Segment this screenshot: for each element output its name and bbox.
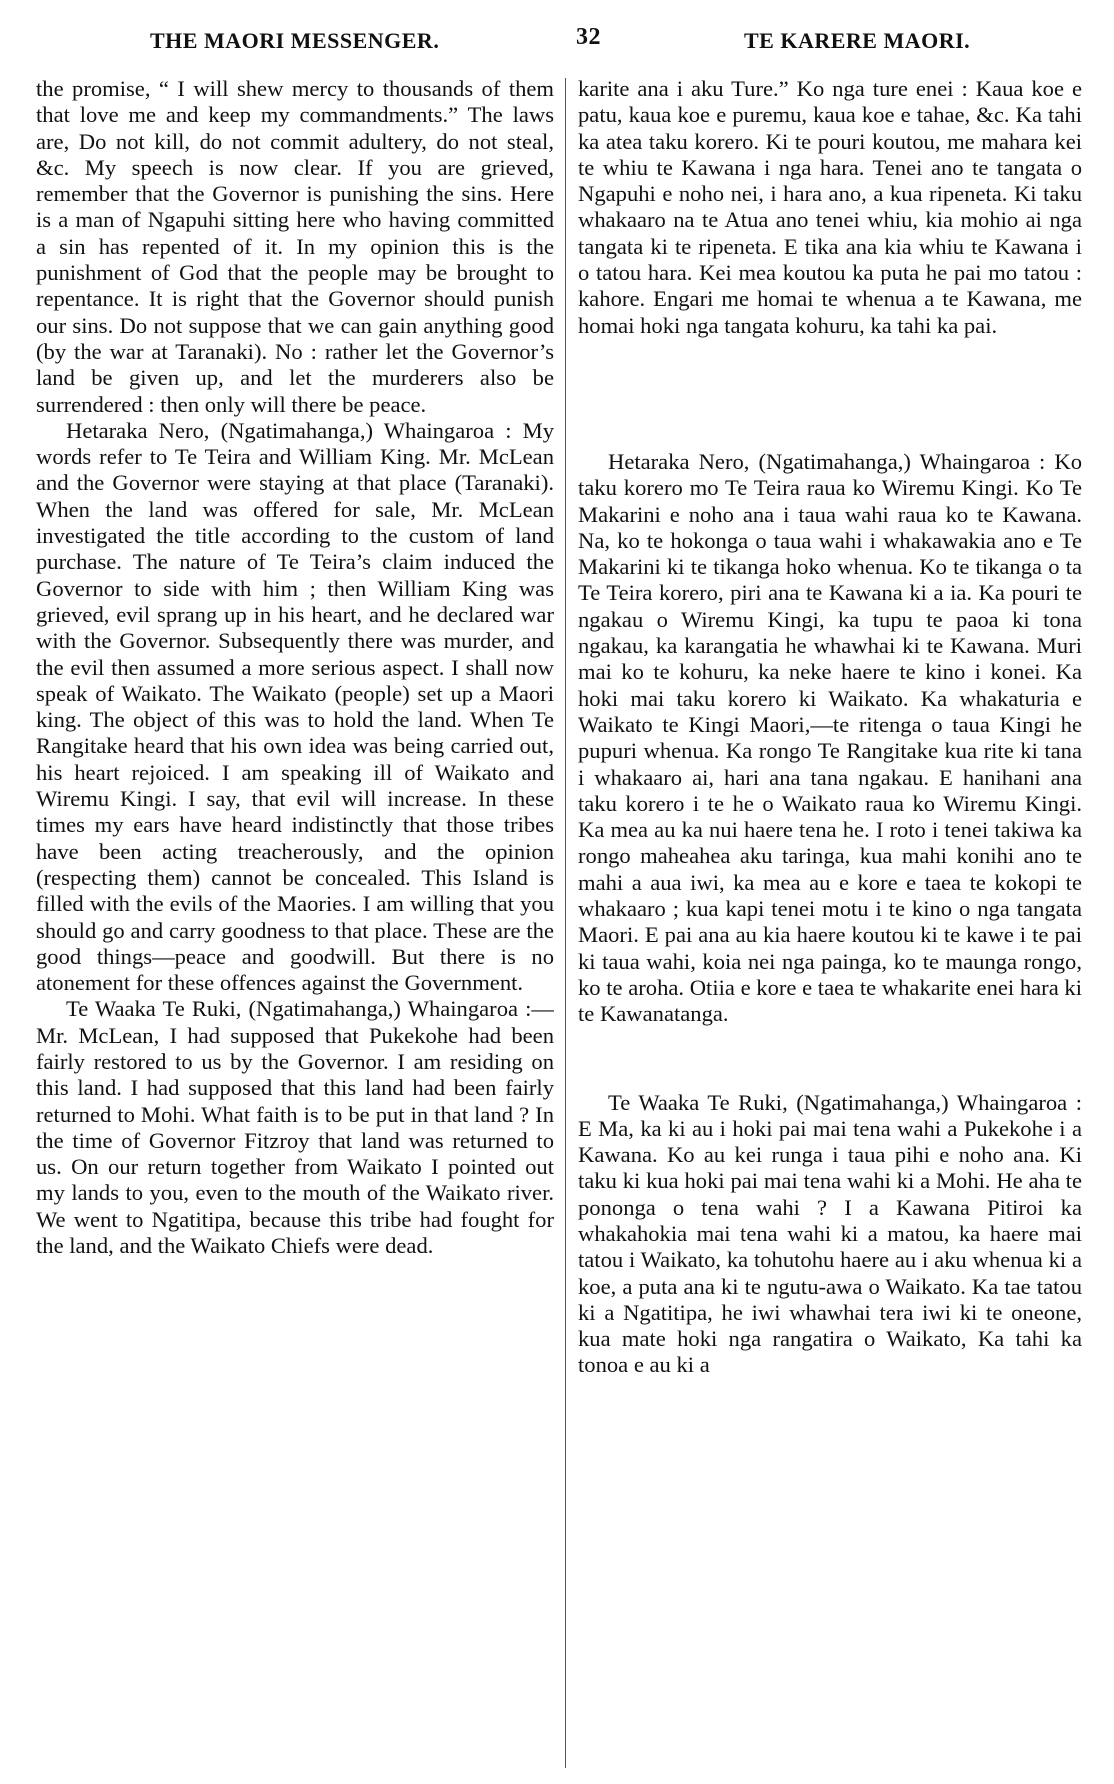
page-header <box>0 22 1114 62</box>
english-paragraph-te-waaka: Te Waaka Te Ruki, (Ngatimahanga,) Whaingaroa :—Mr. McLean, I had supposed that Pukekohe had been fairly restored to us by the Governor. I am residing on this land. I had supposed that this land had been fairly returned to Mohi. What faith is to be put in that land ? In the time of Governor Fitzroy that land was returned to us. On our return together from Waikato I pointed out my lands to you, even to the mouth of the Waikato river. We went to Ngatitipa, because this tribe had fought for the land, and the Waikato Chiefs were dead. <box>36 996 554 1259</box>
column-divider <box>565 78 566 1768</box>
english-column <box>36 76 554 1776</box>
page-number: 32 <box>576 24 601 50</box>
english-paragraph-promise: the promise, “ I will shew mercy to thousands of them that love me and keep my commandments.” The laws are, Do not kill, do not commit adultery, do not steal, &c. My speech is now clear. If you are grieved, remember that the Governor is punishing the sins. Here is a man of Ngapuhi sitting here who having committed a sin has repented of it. In my opinion this is the punishment of God that the people may be brought to repentance. It is right that the Governor should punish our sins. Do not suppose that we can gain anything good (by the war at Taranaki). No : rather let the Governor’s land be given up, and let the murderers also be surrendered : then only will there be peace. <box>36 76 554 417</box>
maori-spacer <box>578 339 1082 449</box>
english-paragraph-hetaraka-nero: Hetaraka Nero, (Ngatimahanga,) Whaingaroa : My words refer to Te Teira and William King. Mr. McLean and the Governor were staying at that place (Taranaki). When the land was offered for sale, Mr. McLean investigated the title according to the custom of land purchase. The nature of Te Teira’s claim induced the Governor to side with him ; then William King was grieved, evil sprang up in his heart, and he declared war with the Governor. Subsequently there was murder, and the evil then assumed a more serious aspect. I shall now speak of Waikato. The Waikato (people) set up a Maori king. The object of this was to hold the land. When Te Rangitake heard that his own idea was being carried out, his heart rejoiced. I am speaking ill of Waikato and Wiremu Kingi. I say, that evil will increase. In these times my ears have heard indistinctly that those tribes have been acting treacherously, and the opinion (respecting them) cannot be concealed. This Island is filled with the evils of the Maories. I am willing that you should go and carry goodness to that place. These are the good things—peace and goodwill. But there is no atonement for these offences against the Government. <box>36 417 554 996</box>
maori-spacer <box>578 1028 1082 1090</box>
maori-paragraph-te-waaka: Te Waaka Te Ruki, (Ngatimahanga,) Whaingaroa : E Ma, ka ki au i hoki pai mai tena wahi a Pukekohe i a Kawana. Ko au kei runga i taua pihi e noho ana. Ki taku ki kua hoki pai mai tena wahi ki a Mohi. He aha te pononga o tena wahi ? I a Kawana Pitiroi ka whakahokia mai tena wahi ki a matou, ka haere mai tatou i Waikato, ka tohutohu haere au i aku whenua ki a koe, a puta ana ki te ngutu-awa o Waikato. Ka tae tatou ki a Ngatitipa, he iwi whawhai tera iwi ki te oneone, kua mate hoki nga rangatira o Waikato, Ka tahi ka tonoa e au ki a <box>578 1089 1082 1378</box>
maori-paragraph-hetaraka-nero: Hetaraka Nero, (Ngatimahanga,) Whaingaroa : Ko taku korero mo Te Teira raua ko Wiremu Kingi. Ko Te Makarini e noho ana i taua wahi raua ko te Kawana. Na, ko te hokonga o taua wahi i whakawakia ano e Te Makarini ki te tikanga hoko whenua. Ko te tikanga o ta Te Teira korero, piri ana te Kawana ki a ia. Ka pouri te ngakau o Wiremu Kingi, ka tupu te paoa ki tona ngakau, ka karangatia he whawhai ki te Kawana. Muri mai ko te kohuru, ka neke haere te kino i konei. Ka hoki mai taku korero ki Waikato. Ka whakaturia e Waikato te Kingi Maori,—te ritenga o taua Kingi he pupuri whenua. Ka rongo Te Rangitake kua rite ki tana i whakaaro ai, hari ana tana ngakau. E hanihani ana taku korero i te he o Waikato raua ko Wiremu Kingi. Ka mea au ka nui haere tena he. I roto i tenei takiwa ka rongo maheahea aku taringa, kua mahi konihi ano te mahi a aua iwi, ka mea au e kore e taea te kokopi te whakaaro ; kua kapi tenei motu i te kino o nga tangata Maori. E pai ana au kia haere koutou ki te kawe i te pai ki taua wahi, koia nei nga painga, ko te maunga rongo, ko te aroha. Otiia e kore e taea te whakarite enei hara ki te Kawanatanga. <box>578 448 1082 1027</box>
maori-column <box>578 76 1082 1776</box>
maori-masthead: TE KARERE MAORI. <box>744 28 971 53</box>
english-masthead: THE MAORI MESSENGER. <box>150 28 440 53</box>
maori-paragraph-promise: karite ana i aku Ture.” Ko nga ture enei : Kaua koe e patu, kaua koe e puremu, kaua koe e tahae, &c. Ka tahi ka atea taku korero. Ki te pouri koutou, me mahara kei te whiu te Kawana i nga hara. Tenei ano te tangata o Ngapuhi e noho nei, i hara ano, a kua ripeneta. Ki taku whakaaro na te Atua ano tenei whiu, kia mohio ai nga tangata ki te ripeneta. E tika ana kia whiu te Kawana i o tatou hara. Kei mea koutou ka puta he pai mo tatou : kahore. Engari me homai te whenua a te Kawana, me homai hoki nga tangata kohuru, ka tahi ka pai. <box>578 76 1082 338</box>
